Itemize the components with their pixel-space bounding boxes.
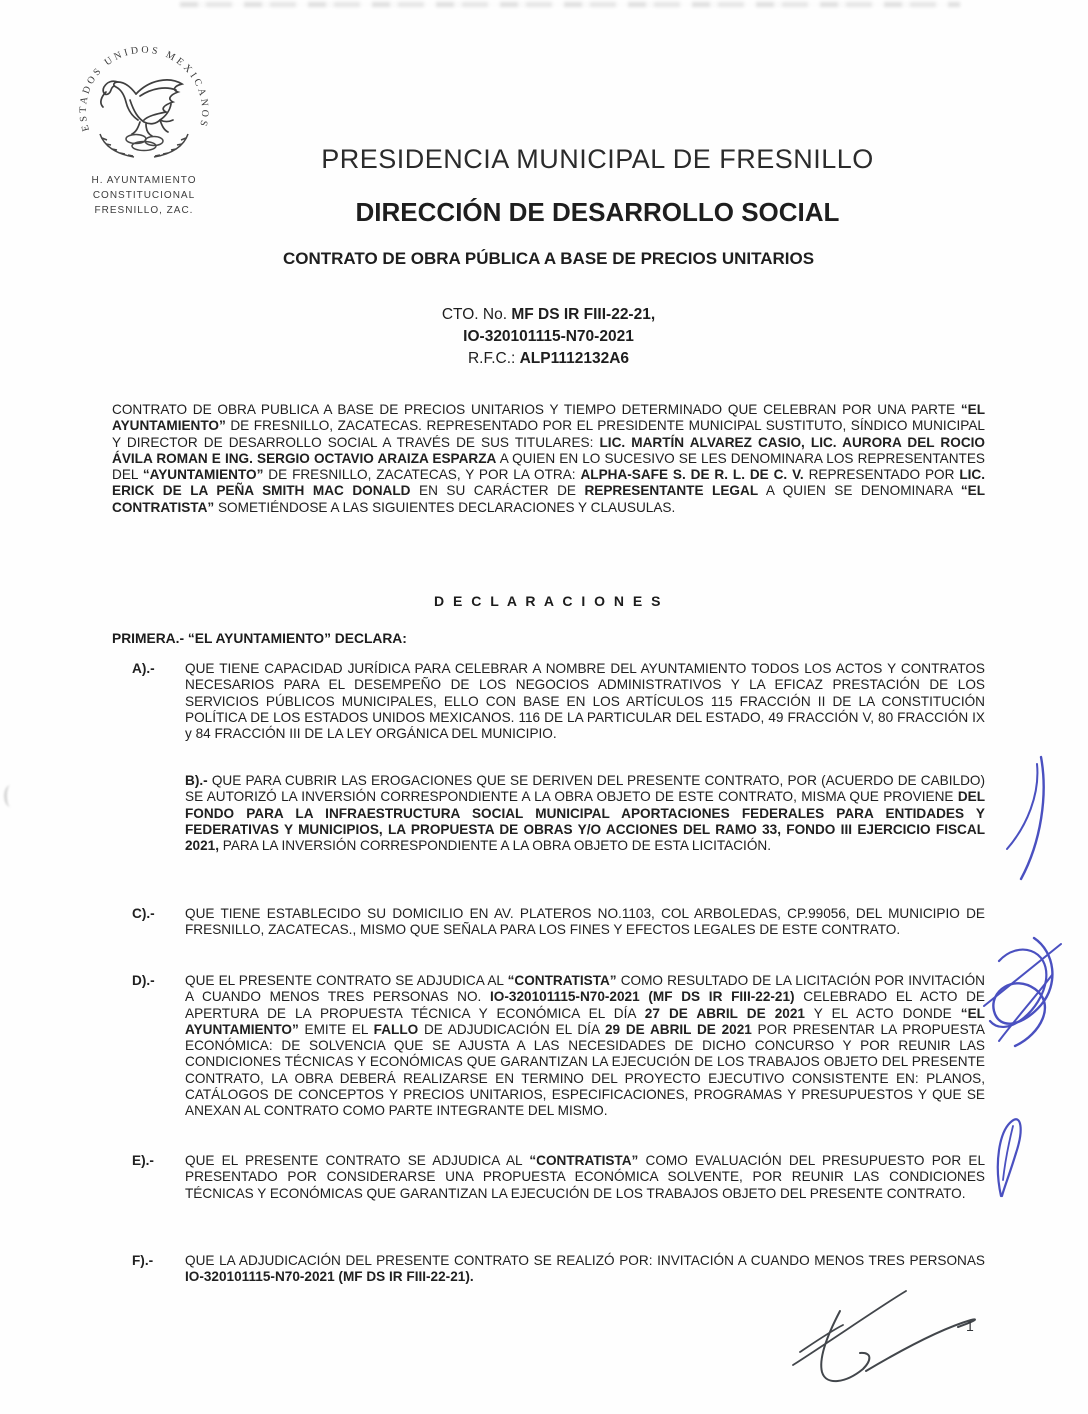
item-text: QUE TIENE CAPACIDAD JURÍDICA PARA CELEBRAR A NOMBRE DEL AYUNTAMIENTO TODOS LOS ACTOS Y CONTRATOS NECESARIOS PARA EL DESEMPEÑO DE LOS NEGOCIOS ADMINISTRATIVOS Y LA EFICAZ PRESTACIÓN DE LOS SERVICIOS PÚBLICOS MUNICIPALES, ELLO CON BASE EN LOS ARTÍCULOS 115 FRACCIÓN II DE LA CONSTITUCIÓN POLÍTICA DE LOS ESTADOS UNIDOS MEXICANOS. 116 DE LA PARTICULAR DEL ESTADO, 49 FRACCIÓN V, 80 FRACCIÓN IX y 84 FRACCIÓN III DE LA LEY ORGÁNICA DEL MUNICIPIO.	[185, 661, 985, 742]
tender-number-line: IO-320101115-N70-2021	[463, 328, 634, 345]
contract-number-line: CTO. No. MF DS IR FIII-22-21,	[441, 306, 656, 323]
rfc-line: R.F.C.: ALP1112132A6	[467, 350, 630, 367]
item-label: A).-	[132, 661, 155, 676]
primera-declaration-heading: PRIMERA.- “EL AYUNTAMIENTO” DECLARA:	[112, 631, 407, 646]
contract-identifiers-block	[112, 304, 985, 370]
municipal-seal-block	[62, 40, 226, 218]
page-number: 1	[966, 1318, 974, 1334]
item-text: QUE LA ADJUDICACIÓN DEL PRESENTE CONTRATO SE REALIZÓ POR: INVITACIÓN A CUANDO MENOS TRES PERSONAS IO-320101115-N70-2021 (MF DS IR FIII-22-21).	[185, 1253, 985, 1285]
declarations-heading: D E C L A R A C I O N E S	[434, 593, 663, 609]
declaration-item-f	[112, 1253, 985, 1286]
declaration-item-e	[112, 1153, 985, 1202]
pen-signature-dark	[793, 1291, 975, 1381]
seal-caption-line1: H. AYUNTAMIENTO	[91, 175, 197, 186]
svg-text:ESTADOS UNIDOS MEXICANOS: ESTADOS UNIDOS MEXICANOS	[77, 44, 211, 133]
pen-paraph-small	[998, 1119, 1021, 1196]
declaration-item-a	[112, 661, 985, 742]
pen-flourish-cross	[1007, 764, 1037, 849]
item-label: D).-	[132, 973, 155, 988]
document-title: PRESIDENCIA MUNICIPAL DE FRESNILLO	[321, 144, 874, 174]
item-label: F).-	[132, 1253, 154, 1268]
item-text: QUE EL PRESENTE CONTRATO SE ADJUDICA AL “CONTRATISTA” COMO EVALUACIÓN DEL PRESUPUESTO POR EL PRESENTADO POR CONSIDERARSE UNA PROPUESTA ECONÓMICA SOLVENTE, POR REUNIR LAS CONDICIONES TÉCNICAS Y ECONÓMICAS QUE GARANTIZAN LA EJECUCIÓN DE LOS TRABAJOS OBJETO DEL PRESENTE CONTRATO.	[185, 1153, 986, 1201]
pen-initials-scribble	[984, 938, 1061, 1046]
declaration-item-d	[112, 973, 985, 1120]
item-label: C).-	[132, 906, 155, 921]
intro-paragraph: CONTRATO DE OBRA PUBLICA A BASE DE PRECIOS UNITARIOS Y TIEMPO DETERMINADO QUE CELEBRAN POR UNA PARTE “EL AYUNTAMIENTO” DE FRESNILLO, ZACATECAS. REPRESENTADO POR EL PRESIDENTE MUNICIPAL SUSTITUTO, SÍNDICO MUNICIPAL Y DIRECTOR DE DESARROLLO SOCIAL A TRAVÉS DE SUS TITULARES: LIC. MARTÍN ALVAREZ CASIO, LIC. AURORA DEL ROCIO ÁVILA ROMAN E ING. SERGIO OCTAVIO ARAIZA ESPARZA A QUIEN EN LO SUCESIVO SE LES DENOMINARA LOS REPRESENTANTES DEL “AYUNTAMIENTO” DE FRESNILLO, ZACATECAS, Y POR LA OTRA: ALPHA-SAFE S. DE R. L. DE C. V. REPRESENTADO POR LIC. ERICK DE LA PEÑA SMITH MAC DONALD EN SU CARÁCTER DE REPRESENTANTE LEGAL A QUIEN SE DENOMINARA “EL CONTRATISTA” SOMETIÉNDOSE A LAS SIGUIENTES DECLARACIONES Y CLAUSULAS.	[112, 402, 986, 515]
item-text: QUE TIENE ESTABLECIDO SU DOMICILIO EN AV. PLATEROS NO.1103, COL ARBOLEDAS, CP.99056, DEL MUNICIPIO DE FRESNILLO, ZACATECAS., MISMO QUE SEÑALA PARA LOS FINES Y EFECTOS LEGALES DE ESTE CONTRATO.	[185, 906, 985, 938]
scan-artifact-left	[4, 785, 17, 807]
mexican-coat-of-arms-icon	[70, 40, 218, 164]
pen-flourish-vertical	[1021, 757, 1044, 879]
seal-caption-line3: FRESNILLO, ZAC.	[94, 205, 194, 216]
item-text: QUE EL PRESENTE CONTRATO SE ADJUDICA AL “CONTRATISTA” COMO RESULTADO DE LA LICITACIÓN POR INVITACIÓN A CUANDO MENOS TRES PERSONAS NO. IO-320101115-N70-2021 (MF DS IR FIII-22-21) CELEBRADO EL ACTO DE APERTURA DE LA PROPUESTA TÉCNICA Y ECONÓMICA EL DÍA 27 DE ABRIL DE 2021 Y EL ACTO DONDE “EL AYUNTAMIENTO” EMITE EL FALLO DE ADJUDICACIÓN EL DÍA 29 DE ABRIL DE 2021 POR PRESENTAR LA PROPUESTA ECONÓMICA: DE SOLVENCIA QUE SE AJUSTA A LAS NECESIDADES DE DICHO CONCURSO Y POR REUNIR LAS CONDICIONES TÉCNICAS Y ECONÓMICAS QUE GARANTIZAN LA EJECUCIÓN DE LOS TRABAJOS OBJETO DEL PRESENTE CONTRATO, LA OBRA DEBERÁ REALIZARSE EN TERMINO DEL PROYECTO EJECUTIVO CONSISTENTE EN: PLANOS, CATÁLOGOS DE CONCEPTOS Y PRECIOS UNITARIOS, ESPECIFICACIONES, PROGRAMAS Y PRESUPUESTOS Y QUE SE ANEXAN AL CONTRATO COMO PARTE INTEGRANTE DEL MISMO.	[185, 973, 985, 1119]
document-subtitle: DIRECCIÓN DE DESARROLLO SOCIAL	[355, 197, 840, 227]
contract-type-heading: CONTRATO DE OBRA PÚBLICA A BASE DE PRECIOS UNITARIOS	[282, 249, 815, 268]
declaration-item-c	[112, 906, 985, 939]
seal-caption-line2: CONSTITUCIONAL	[92, 190, 196, 201]
scan-artifact-top	[180, 2, 960, 7]
declaration-item-b: B).- QUE PARA CUBRIR LAS EROGACIONES QUE SE DERIVEN DEL PRESENTE CONTRATO, POR (ACUERDO DE CABILDO) SE AUTORIZÓ LA INVERSIÓN CORRESPONDIENTE A LA OBRA OBJETO DE ESTE CONTRATO, MISMA QUE PROVIENE DEL FONDO PARA LA INFRAESTRUCTURA SOCIAL MUNICIPAL APORTACIONES FEDERALES PARA ENTIDADES Y FEDERATIVAS Y MUNICIPIOS, LA PROPUESTA DE OBRAS Y/O ACCIONES DEL RAMO 33, FONDO III EJERCICIO FISCAL 2021, PARA LA INVERSIÓN CORRESPONDIENTE A LA OBRA OBJETO DE ESTA LICITACIÓN.	[185, 773, 985, 854]
item-label: E).-	[132, 1153, 154, 1168]
